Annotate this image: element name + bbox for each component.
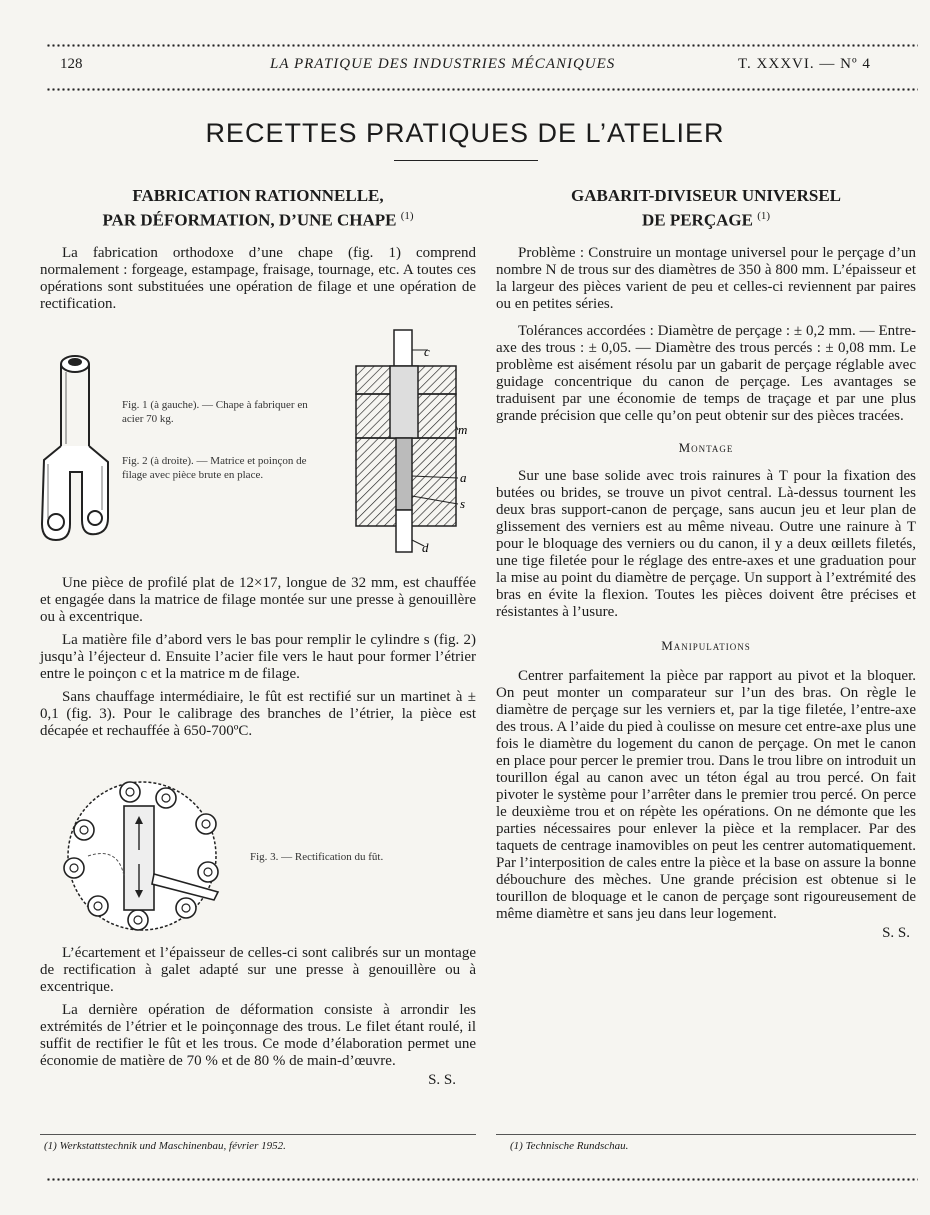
top-border [46,44,918,47]
left-signature: S. S. [428,1072,456,1088]
fig2-die-drawing [346,326,476,558]
fig2-label-c: c [424,344,430,359]
left-title-line1: FABRICATION RATIONNELLE, [132,186,384,205]
right-footnote-rule [496,1134,916,1135]
left-footnote-rule [40,1134,476,1135]
header-border [46,88,918,91]
left-para-1: La fabrication orthodoxe d’une chape (fig. 1) comprend normalement : forgeage, estampage, fraisage, tournage, etc. A toutes ces opérations sont substituées une opération de filage et une opération de rectification. [40,244,476,312]
right-para-3: Sur une base solide avec trois rainures à T pour la fixation des butées ou brides, se trouve un pivot central. Là-dessus tournent les deux bras support-canon de perçage, sans aucun jeu et leur plan de glissement des verniers est au même niveau. Outre une rainure à T pour le bloquage des verniers ou du canon, il y a deux œillets filetés, une tige filetée pour le réglage des entre-axes et une graduation pour la mise au point du diamètre de perçage. Un support à l’extrémité des bras en évite la flexion. Toutes les pièces doivent être précises et résistantes à l’usure. [496,467,916,620]
page-title: RECETTES PRATIQUES DE L’ATELIER [205,118,725,148]
volume-number: T. XXXVI. — Nº 4 [738,56,871,72]
right-section-montage: Montage [678,439,734,455]
left-article-middle [40,575,476,740]
left-footnote: (1) Werkstattstechnik und Maschinenbau, février 1952. [44,1140,286,1152]
fig1-caption: Fig. 1 (à gauche). — Chape à fabriquer en acier 70 kg. [122,399,308,425]
left-para-3: La matière file d’abord vers le bas pour remplir le cylindre s (fig. 2) jusqu’à l’éjecteur d. Ensuite l’acier file vers le haut pour former l’étrier entre le poinçon c et la matrice m de filage. [40,632,476,682]
right-para-2: Tolérances accordées : Diamètre de perçage : ± 0,2 mm. — Entre-axe des trous : ± 0,05. — Diamètre des trous percés : ± 0,08 mm. Le problème est aisément résolu par un gabarit de perçage réglable avec guidage concentrique du canon de perçage. Les avantages se traduisent par une économie de temps de traçage et par une plus grande précision que celle qu’on peut obtenir sur des pièces tracées. [496,322,916,424]
running-header [60,56,912,80]
fig2-label-s: s [460,496,466,511]
left-title-note: (1) [400,210,414,222]
fig2-label-d: d [422,540,429,555]
fig2-caption: Fig. 2 (à droite). — Matrice et poinçon de filage avec pièce brute en place. [122,455,307,481]
fig2-label-a: a [460,470,467,485]
right-title-line1: GABARIT-DIVISEUR UNIVERSEL [570,186,842,205]
right-article [496,186,916,942]
bottom-border [46,1178,918,1181]
title-underline [394,160,538,161]
left-para-6: La dernière opération de déformation consiste à arrondir les extrémités de l’étrier et le poinçonnage des trous. Le filet étant roulé, il suffit de rectifier le fût et les trous. Ce mode d’élaboration permet une économie de matière de 70 % et de 80 % de main-d’œuvre. [40,1002,476,1069]
right-section-manipulations: Manipulations [661,637,751,653]
fig3-caption: Fig. 3. — Rectification du fût. [250,851,384,863]
right-para-4: Centrer parfaitement la pièce par rapport au pivot et la bloquer. On peut monter un comparateur sur l’un des bras. On règle le diamètre de perçage sur les verniers et, par la tige filetée, l’entre-axe des trous. A l’aide du pied à coulisse on mesure cet entre-axe plus une fois le diamètre du logement du canon de perçage. On met le canon en place pour percer le premier trou. Dans le trou libre on introduit un tourillon égal au canon avec un téton égal au trou percé. On fait pivoter le système pour l’arrêter dans le premier trou percé. On perce le deuxième trou et on répète les opérations. On ne démonte que les parties nécessaires pour enlever la pièce et la remplacer. Par des taquets de centrage inamovibles on peut les centrer automatiquement. Par l’interposition de cales entre la pièce et la base on assure la bonne débouchure des mèches. Une grande précision est obtenue si le tourillon de bloquage et le canon de perçage sont rigoureusement de même diamètre et sans jeu dans leur logement. [496,667,916,922]
journal-title: LA PRATIQUE DES INDUSTRIES MÉCANIQUES [270,56,616,72]
left-article [40,186,476,313]
left-article-bottom [40,945,476,1089]
fig3-grinding-drawing [58,776,238,936]
left-para-2: Une pièce de profilé plat de 12×17, longue de 32 mm, est chauffée et engagée dans la matrice de filage montée sur une presse à genouillère ou à excentrique. [40,575,476,625]
fig2-label-m: m [458,422,468,437]
page-number: 128 [60,56,83,72]
right-signature: S. S. [882,924,910,941]
right-title-line2: DE PERÇAGE [641,210,753,230]
fig1-clevis-drawing [30,348,130,548]
left-para-4: Sans chauffage intermédiaire, le fût est rectifié sur un martinet à ± 0,1 (fig. 3). Pour le calibrage des branches de l’étrier, la pièce est décapée et rechauffée à 650-700ºC. [40,689,476,739]
left-title-line2: PAR DÉFORMATION, D’UNE CHAPE [102,210,397,230]
right-footnote: (1) Technische Rundschau. [510,1140,629,1152]
right-title-note: (1) [757,210,771,222]
left-para-5: L’écartement et l’épaisseur de celles-ci sont calibrés sur un montage de rectification à galet adapté sur une presse à genouillère ou à excentrique. [40,945,476,995]
right-para-1: Problème : Construire un montage universel pour le perçage d’un nombre N de trous sur des diamètres de 350 à 800 mm. L’épaisseur et la largeur des pièces varient de peu et celles-ci reviennent par paires ou en petites séries. [496,244,916,312]
